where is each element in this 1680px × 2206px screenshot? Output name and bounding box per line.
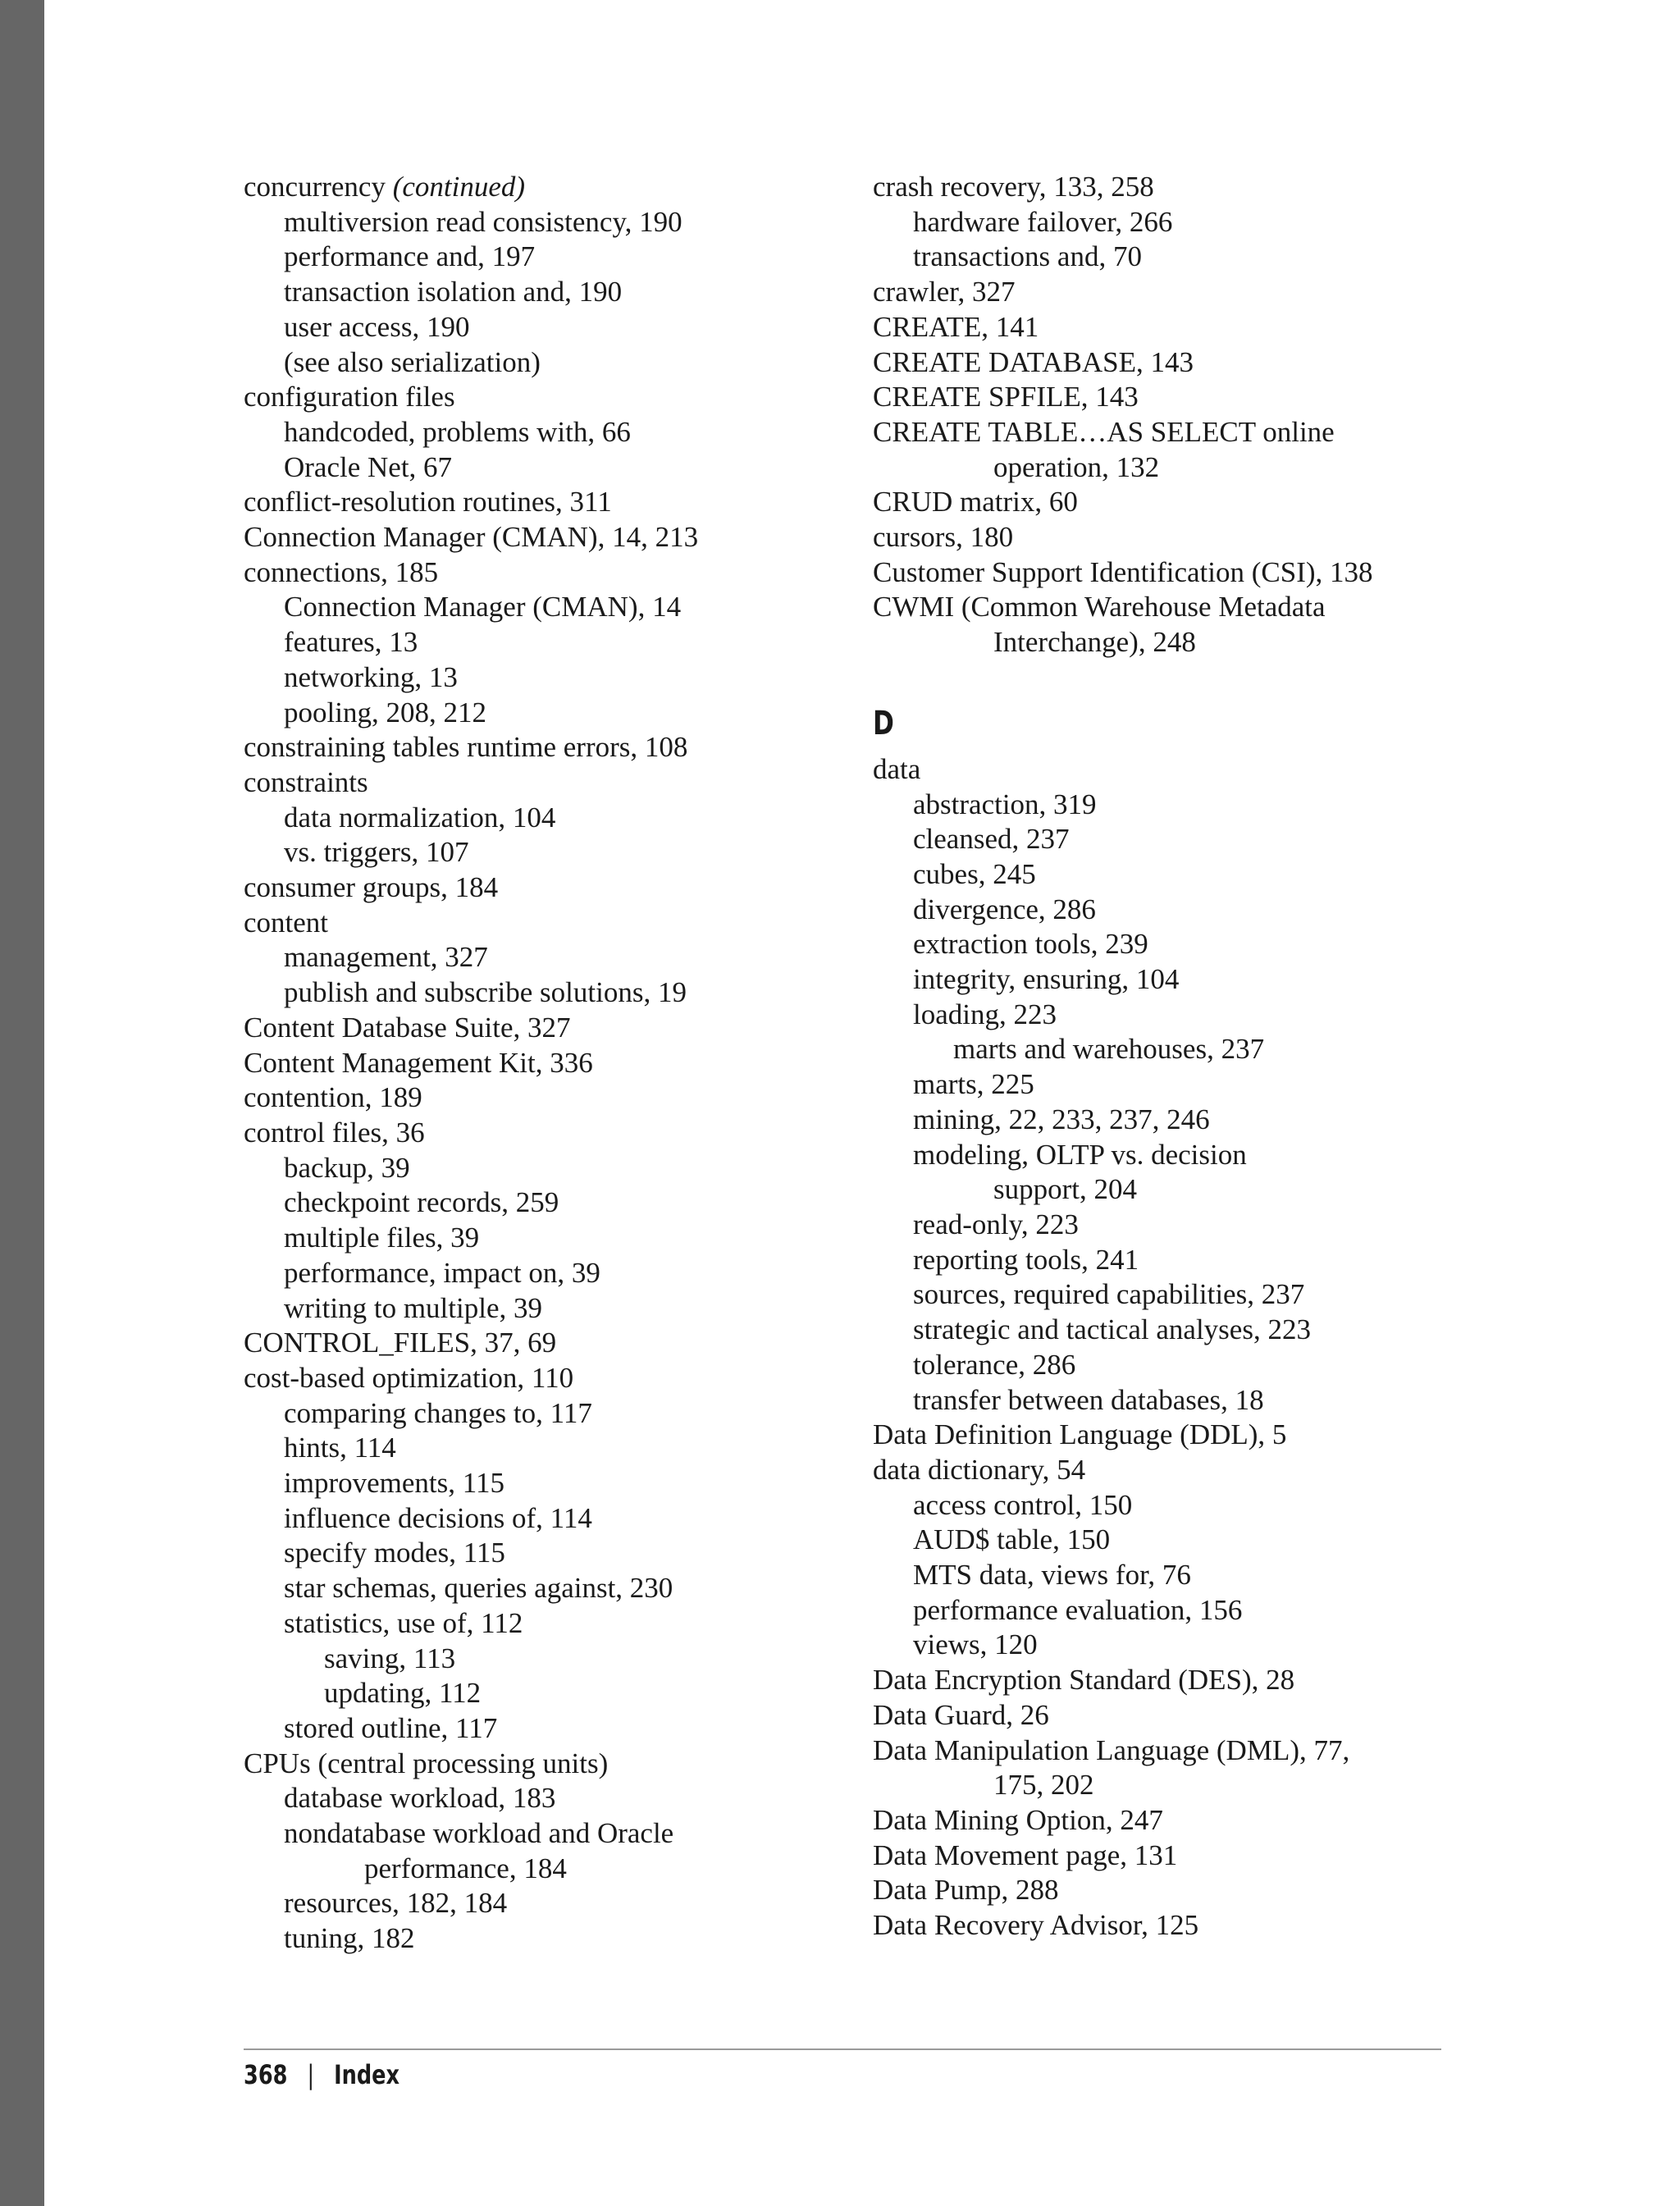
- entry-text: CRUD matrix, 60: [873, 486, 1078, 518]
- index-subentry: [873, 1277, 1496, 1313]
- index-entry: [873, 310, 1496, 345]
- entry-text: vs. triggers, 107: [284, 836, 469, 869]
- entry-continued-note: (continued): [392, 171, 526, 203]
- entry-text: Data Recovery Advisor, 125: [873, 1909, 1199, 1942]
- entry-text: nondatabase workload and Oracle: [284, 1817, 674, 1850]
- index-entry: [873, 345, 1496, 381]
- entry-text: connections, 185: [244, 555, 439, 588]
- index-subentry: [244, 1185, 867, 1221]
- index-subentry: [873, 1383, 1496, 1418]
- entry-text: consumer groups, 184: [244, 871, 499, 904]
- index-subentry: [244, 1886, 867, 1921]
- index-subentry: [244, 696, 867, 731]
- entry-text: Content Database Suite, 327: [244, 1011, 571, 1044]
- entry-text: publish and subscribe solutions, 19: [284, 976, 687, 1009]
- entry-text: backup, 39: [284, 1151, 410, 1184]
- entry-text: tolerance, 286: [913, 1348, 1076, 1381]
- index-entry: [244, 1361, 867, 1396]
- index-subentry: [873, 1628, 1496, 1663]
- index-entry: [244, 380, 867, 415]
- index-entry: [244, 730, 867, 765]
- index-entry: [873, 1908, 1496, 1943]
- entry-text: specify modes, 115: [284, 1537, 505, 1569]
- entry-text: AUD$ table, 150: [913, 1523, 1111, 1556]
- index-subentry: [873, 1348, 1496, 1383]
- index-subentry: [873, 205, 1496, 240]
- index-entry: [873, 170, 1496, 205]
- index-subentry: [244, 1501, 867, 1537]
- entry-text: performance evaluation, 156: [913, 1593, 1243, 1626]
- index-column-right: [873, 170, 1496, 1943]
- index-subentry: [873, 962, 1496, 998]
- page-edge-band: [0, 0, 44, 2206]
- entry-text: data: [873, 752, 921, 785]
- entry-text: Customer Support Identification (CSI), 138: [873, 555, 1373, 588]
- entry-text: views, 120: [913, 1628, 1038, 1661]
- entry-text: user access, 190: [284, 310, 470, 343]
- index-subentry: [873, 1558, 1496, 1593]
- index-subentry: [244, 450, 867, 486]
- index-subentry: [244, 240, 867, 275]
- entry-text: CPUs (central processing units): [244, 1747, 609, 1779]
- entry-text: writing to multiple, 39: [284, 1291, 542, 1324]
- index-subentry: [244, 205, 867, 240]
- entry-text: sources, required capabilities, 237: [913, 1278, 1305, 1311]
- entry-text: Data Mining Option, 247: [873, 1803, 1163, 1836]
- entry-text: Connection Manager (CMAN), 14, 213: [244, 521, 699, 554]
- index-subentry: [873, 1138, 1496, 1208]
- index-entry: [873, 1663, 1496, 1698]
- entry-text: saving, 113: [324, 1642, 456, 1674]
- index-entry: [873, 1838, 1496, 1874]
- index-subentry: [873, 822, 1496, 857]
- entry-text: multiple files, 39: [284, 1222, 480, 1254]
- entry-text: reporting tools, 241: [913, 1243, 1139, 1276]
- entry-text: Data Movement page, 131: [873, 1838, 1178, 1871]
- index-entry: [244, 906, 867, 941]
- index-subentry: [244, 310, 867, 345]
- index-subentry: [244, 590, 867, 625]
- entry-text: abstraction, 319: [913, 788, 1097, 820]
- entry-text: checkpoint records, 259: [284, 1186, 559, 1219]
- entry-text: control files, 36: [244, 1116, 425, 1149]
- index-subentry: [244, 275, 867, 310]
- index-entry: [873, 275, 1496, 310]
- index-subentry: [244, 975, 867, 1011]
- index-subentry: [873, 857, 1496, 893]
- letter-heading: D: [873, 704, 894, 742]
- index-entry: [873, 1698, 1496, 1733]
- footer-rule: [244, 2048, 1441, 2050]
- entry-text: Data Manipulation Language (DML), 77,: [873, 1733, 1350, 1766]
- index-subentry: [873, 1208, 1496, 1243]
- index-entry: [873, 555, 1496, 591]
- index-entry: [244, 555, 867, 591]
- index-subentry: [873, 1523, 1496, 1558]
- entry-continuation: 175, 202: [993, 1769, 1094, 1802]
- entry-text: Data Encryption Standard (DES), 28: [873, 1664, 1295, 1697]
- entry-text: extraction tools, 239: [913, 928, 1148, 961]
- entry-text: comparing changes to, 117: [284, 1396, 592, 1429]
- entry-text: multiversion read consistency, 190: [284, 205, 682, 238]
- index-entry: [244, 170, 867, 205]
- index-subentry: [244, 1466, 867, 1501]
- entry-text: transfer between databases, 18: [913, 1383, 1264, 1416]
- entry-text: integrity, ensuring, 104: [913, 963, 1180, 996]
- entry-text: loading, 223: [913, 998, 1057, 1030]
- entry-text: data dictionary, 54: [873, 1453, 1086, 1486]
- entry-text: star schemas, queries against, 230: [284, 1572, 673, 1605]
- index-entry: [244, 1326, 867, 1361]
- entry-text: constraining tables runtime errors, 108: [244, 731, 688, 764]
- index-subentry: [244, 940, 867, 975]
- entry-text: influence decisions of, 114: [284, 1501, 592, 1534]
- index-entry: [244, 1116, 867, 1151]
- entry-text: Data Definition Language (DDL), 5: [873, 1418, 1287, 1451]
- entry-continuation: support, 204: [993, 1173, 1137, 1206]
- entry-text: updating, 112: [324, 1677, 482, 1710]
- index-entry: [244, 765, 867, 801]
- index-subentry: [244, 1536, 867, 1571]
- entry-text: pooling, 208, 212: [284, 696, 486, 728]
- index-entry: [244, 520, 867, 555]
- entry-text: tuning, 182: [284, 1922, 415, 1955]
- entry-text: constraints: [244, 765, 368, 798]
- entry-text: cursors, 180: [873, 521, 1014, 554]
- index-entry: [244, 1011, 867, 1046]
- entry-text: hardware failover, 266: [913, 205, 1173, 238]
- entry-text: marts and warehouses, 237: [953, 1033, 1265, 1066]
- index-entry: [244, 1046, 867, 1081]
- index-subentry: [244, 1431, 867, 1466]
- entry-text: access control, 150: [913, 1488, 1133, 1521]
- index-subentry: [244, 1676, 867, 1711]
- entry-text: modeling, OLTP vs. decision: [913, 1138, 1247, 1171]
- index-subentry: [244, 1781, 867, 1816]
- index-subentry: [873, 927, 1496, 962]
- entry-text: (see also serialization): [284, 345, 541, 378]
- entry-text: contention, 189: [244, 1081, 422, 1114]
- index-subentry: [244, 345, 867, 381]
- entry-text: resources, 182, 184: [284, 1887, 508, 1920]
- entry-text: management, 327: [284, 941, 488, 974]
- index-subentry: [873, 1488, 1496, 1523]
- footer-separator: |: [307, 2059, 315, 2090]
- index-subentry: [873, 240, 1496, 275]
- page-number: 368: [244, 2059, 288, 2090]
- entry-text: marts, 225: [913, 1068, 1034, 1101]
- entry-text: CREATE, 141: [873, 310, 1039, 343]
- entry-text: handcoded, problems with, 66: [284, 415, 631, 448]
- index-entry: [244, 1080, 867, 1116]
- entry-text: cleansed, 237: [913, 823, 1070, 856]
- index-subentry: [244, 625, 867, 660]
- index-subentry: [244, 660, 867, 696]
- entry-continuation: Interchange), 248: [993, 626, 1196, 659]
- entry-text: hints, 114: [284, 1432, 396, 1464]
- index-subentry: [873, 1032, 1496, 1067]
- index-subentry: [244, 1816, 867, 1886]
- index-entry: [873, 1803, 1496, 1838]
- index-entry: [873, 520, 1496, 555]
- index-subentry: [244, 1151, 867, 1186]
- entry-text: read-only, 223: [913, 1208, 1079, 1240]
- entry-text: improvements, 115: [284, 1467, 504, 1500]
- index-subentry: [244, 415, 867, 450]
- entry-continuation: operation, 132: [993, 450, 1160, 483]
- entry-text: performance, impact on, 39: [284, 1256, 600, 1289]
- entry-text: mining, 22, 233, 237, 246: [913, 1103, 1210, 1135]
- entry-text: MTS data, views for, 76: [913, 1559, 1191, 1592]
- index-subentry: [873, 788, 1496, 823]
- index-subentry: [873, 1067, 1496, 1103]
- entry-text: CWMI (Common Warehouse Metadata: [873, 591, 1326, 623]
- entry-text: content: [244, 906, 329, 939]
- entry-text: concurrency: [244, 171, 393, 203]
- entry-text: cubes, 245: [913, 857, 1036, 890]
- index-entry: [244, 1747, 867, 1782]
- index-subentry: [244, 1256, 867, 1291]
- entry-text: CREATE TABLE…AS SELECT online: [873, 415, 1335, 448]
- entry-text: database workload, 183: [284, 1782, 556, 1815]
- entry-text: crash recovery, 133, 258: [873, 171, 1154, 203]
- entry-text: Data Guard, 26: [873, 1698, 1049, 1731]
- index-subentry: [873, 1103, 1496, 1138]
- entry-text: crawler, 327: [873, 276, 1016, 308]
- index-entry: [244, 870, 867, 906]
- entry-text: strategic and tactical analyses, 223: [913, 1313, 1311, 1346]
- index-entry: [873, 380, 1496, 415]
- index-subentry: [244, 1921, 867, 1957]
- index-column-left: [244, 170, 867, 1957]
- entry-continuation: performance, 184: [364, 1852, 567, 1884]
- index-subentry: [873, 1313, 1496, 1348]
- page-footer: [244, 2057, 399, 2093]
- index-subentry: [873, 893, 1496, 928]
- entry-text: CONTROL_FILES, 37, 69: [244, 1327, 557, 1359]
- index-subentry: [244, 1711, 867, 1747]
- entry-text: cost-based optimization, 110: [244, 1361, 574, 1394]
- entry-text: transaction isolation and, 190: [284, 276, 623, 308]
- entry-text: Connection Manager (CMAN), 14: [284, 591, 682, 623]
- entry-text: divergence, 286: [913, 893, 1096, 925]
- entry-text: conflict-resolution routines, 311: [244, 486, 612, 518]
- index-subentry: [244, 1221, 867, 1256]
- index-subentry: [873, 1243, 1496, 1278]
- entry-text: Oracle Net, 67: [284, 450, 453, 483]
- index-entry: [873, 415, 1496, 485]
- index-entry: [873, 1733, 1496, 1803]
- entry-text: transactions and, 70: [913, 240, 1142, 273]
- index-subentry: [873, 998, 1496, 1033]
- index-entry: [873, 485, 1496, 520]
- index-entry: [873, 590, 1496, 660]
- index-entry: [873, 1453, 1496, 1488]
- entry-text: configuration files: [244, 381, 455, 413]
- index-entry: [244, 485, 867, 520]
- index-subentry: [244, 1642, 867, 1677]
- index-subentry: [244, 1291, 867, 1327]
- index-subentry: [244, 1606, 867, 1642]
- entry-text: networking, 13: [284, 660, 458, 693]
- entry-text: CREATE SPFILE, 143: [873, 381, 1139, 413]
- index-subentry: [244, 835, 867, 870]
- index-entry: [873, 752, 1496, 788]
- entry-text: Data Pump, 288: [873, 1874, 1059, 1907]
- entry-text: statistics, use of, 112: [284, 1606, 523, 1639]
- index-entry: [873, 1873, 1496, 1908]
- index-subentry: [244, 801, 867, 836]
- section-title: Index: [334, 2059, 400, 2090]
- entry-text: CREATE DATABASE, 143: [873, 345, 1194, 378]
- entry-text: data normalization, 104: [284, 801, 556, 834]
- entry-text: stored outline, 117: [284, 1711, 498, 1744]
- entry-text: features, 13: [284, 626, 418, 659]
- index-entry: [873, 1418, 1496, 1453]
- index-subentry: [244, 1571, 867, 1606]
- entry-text: performance and, 197: [284, 240, 536, 273]
- index-subentry: [873, 1593, 1496, 1628]
- entry-text: Content Management Kit, 336: [244, 1046, 593, 1079]
- index-subentry: [244, 1396, 867, 1432]
